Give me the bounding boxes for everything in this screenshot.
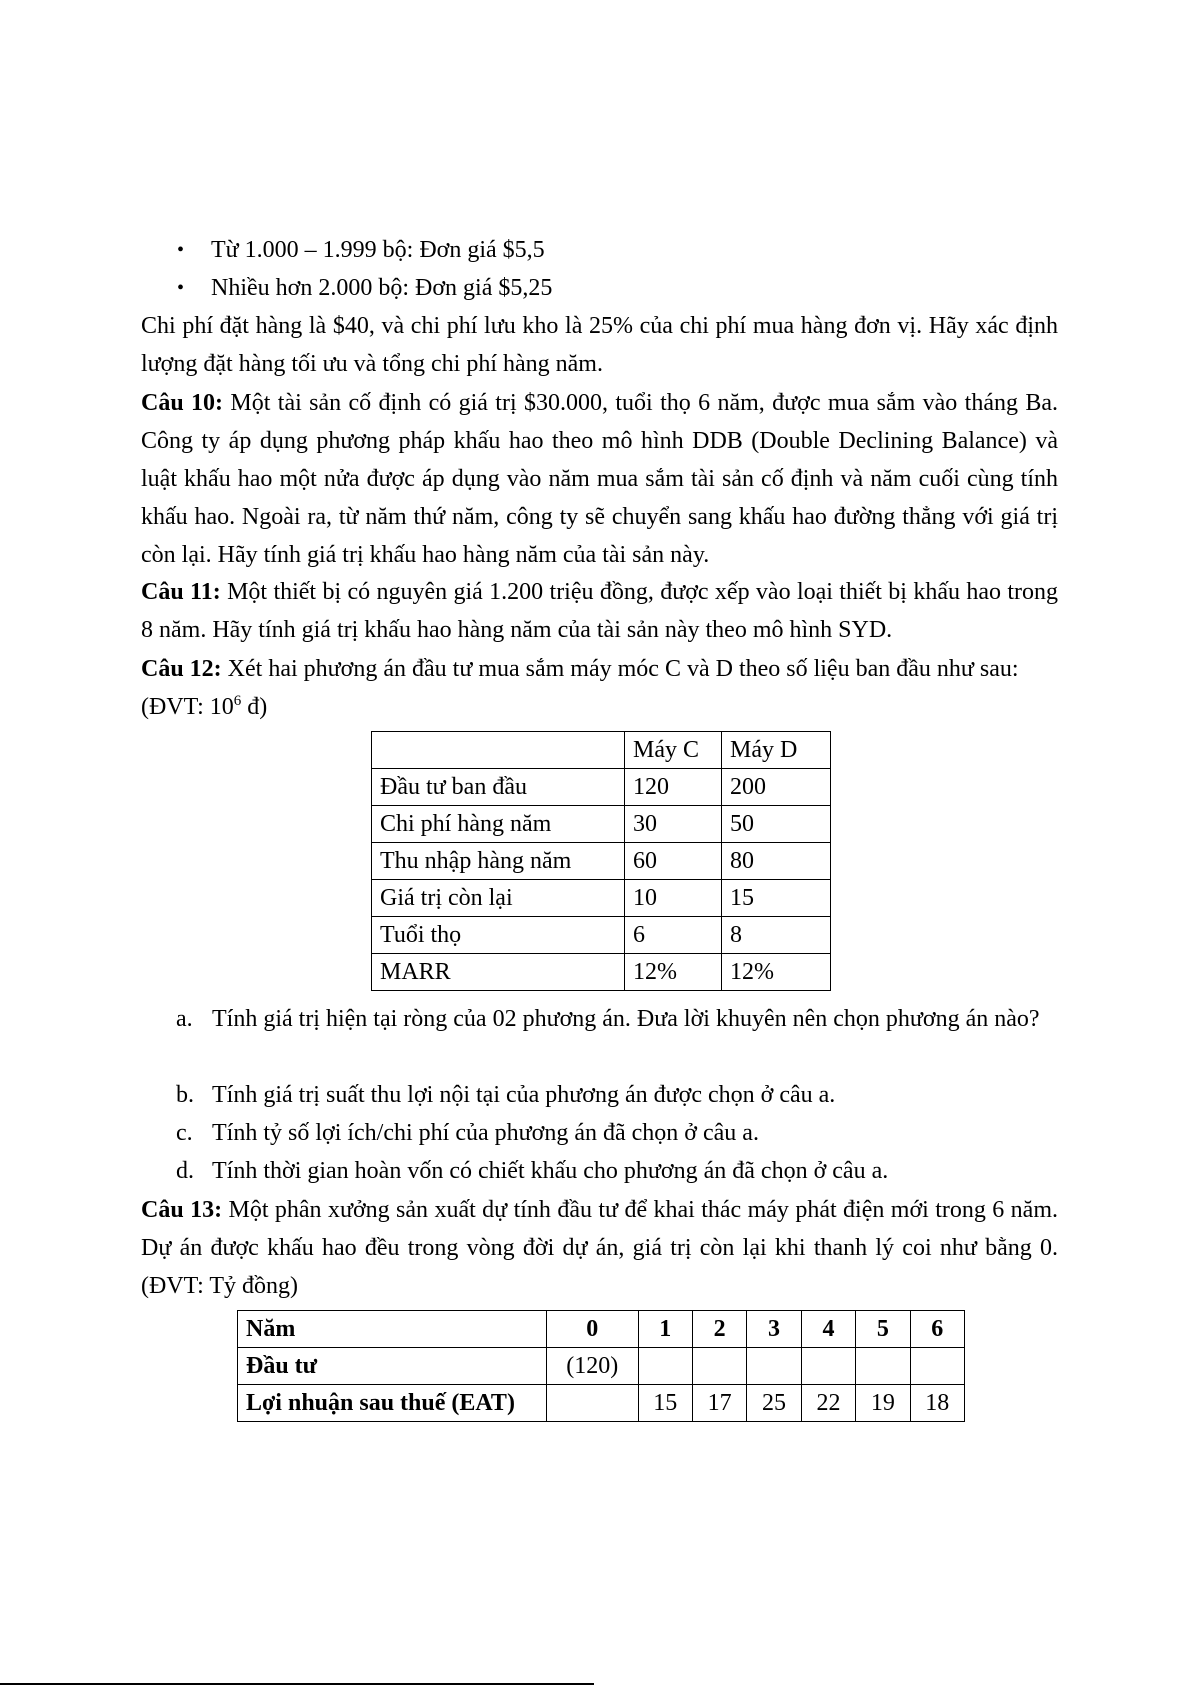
table-row: Tuổi thọ 6 8 [372, 917, 831, 954]
table-header-row: Máy C Máy D [372, 732, 831, 769]
table-row: Chi phí hàng năm 30 50 [372, 806, 831, 843]
table-row: Đầu tư ban đầu 120 200 [372, 769, 831, 806]
question-10: Câu 10: Một tài sản cố định có giá trị $30.000, tuổi thọ 6 năm, được mua sắm vào tháng Ba. Công ty áp dụng phương pháp khấu hao theo mô hình DDB (Double Declining Balance) và luật khấu hao một nửa được áp dụng vào năm mua sắm tài sản cố định và năm cuối cùng tính khấu hao. Ngoài ra, từ năm thứ năm, công ty sẽ chuyển sang khấu hao đường thẳng với giá trị còn lại. Hãy tính giá trị khấu hao hàng năm của tài sản này. [141, 390, 1058, 568]
bullet-icon: • [177, 239, 185, 261]
paragraph-cost: Chi phí đặt hàng là $40, và chi phí lưu kho là 25% của chi phí mua hàng đơn vị. Hãy xác định lượng đặt hàng tối ưu và tổng chi phí hàng năm. [141, 313, 1058, 377]
list-item: a. Tính giá trị hiện tại ròng của 02 phương án. Đưa lời khuyên nên chọn phương án nào? [176, 1006, 1040, 1032]
table-row: MARR 12% 12% [372, 954, 831, 991]
table-row: Đầu tư (120) [238, 1348, 965, 1385]
project-cashflow-table [237, 1310, 965, 1422]
table-header-row: Năm 0 1 2 3 4 5 6 [238, 1311, 965, 1348]
bullet-icon: • [177, 277, 185, 299]
question-11: Câu 11: Một thiết bị có nguyên giá 1.200 triệu đồng, được xếp vào loại thiết bị khấu hao trong 8 năm. Hãy tính giá trị khấu hao hàng năm của tài sản này theo mô hình SYD. [141, 579, 1058, 643]
machine-comparison-table [371, 731, 831, 991]
list-item: b. Tính giá trị suất thu lợi nội tại của phương án được chọn ở câu a. [176, 1082, 836, 1108]
question-12: Câu 12: Xét hai phương án đầu tư mua sắm máy móc C và D theo số liệu ban đầu như sau: (ĐVT: $10^6$ đ) [141, 656, 1019, 720]
list-item: d. Tính thời gian hoàn vốn có chiết khấu cho phương án đã chọn ở câu a. [176, 1158, 889, 1184]
question-13: Câu 13: Một phân xưởng sản xuất dự tính đầu tư để khai thác máy phát điện mới trong 6 năm. Dự án được khấu hao đều trong vòng đời dự án, giá trị còn lại khi thanh lý coi như bằng 0. (ĐVT: Tỷ đồng) [141, 1197, 1058, 1299]
table-row: Thu nhập hàng năm 60 80 [372, 843, 831, 880]
list-item: c. Tính tỷ số lợi ích/chi phí của phương án đã chọn ở câu a. [176, 1120, 759, 1146]
table-row: Lợi nhuận sau thuế (EAT) 15 17 25 22 19 18 [238, 1385, 965, 1422]
table-row: Giá trị còn lại 10 15 [372, 880, 831, 917]
